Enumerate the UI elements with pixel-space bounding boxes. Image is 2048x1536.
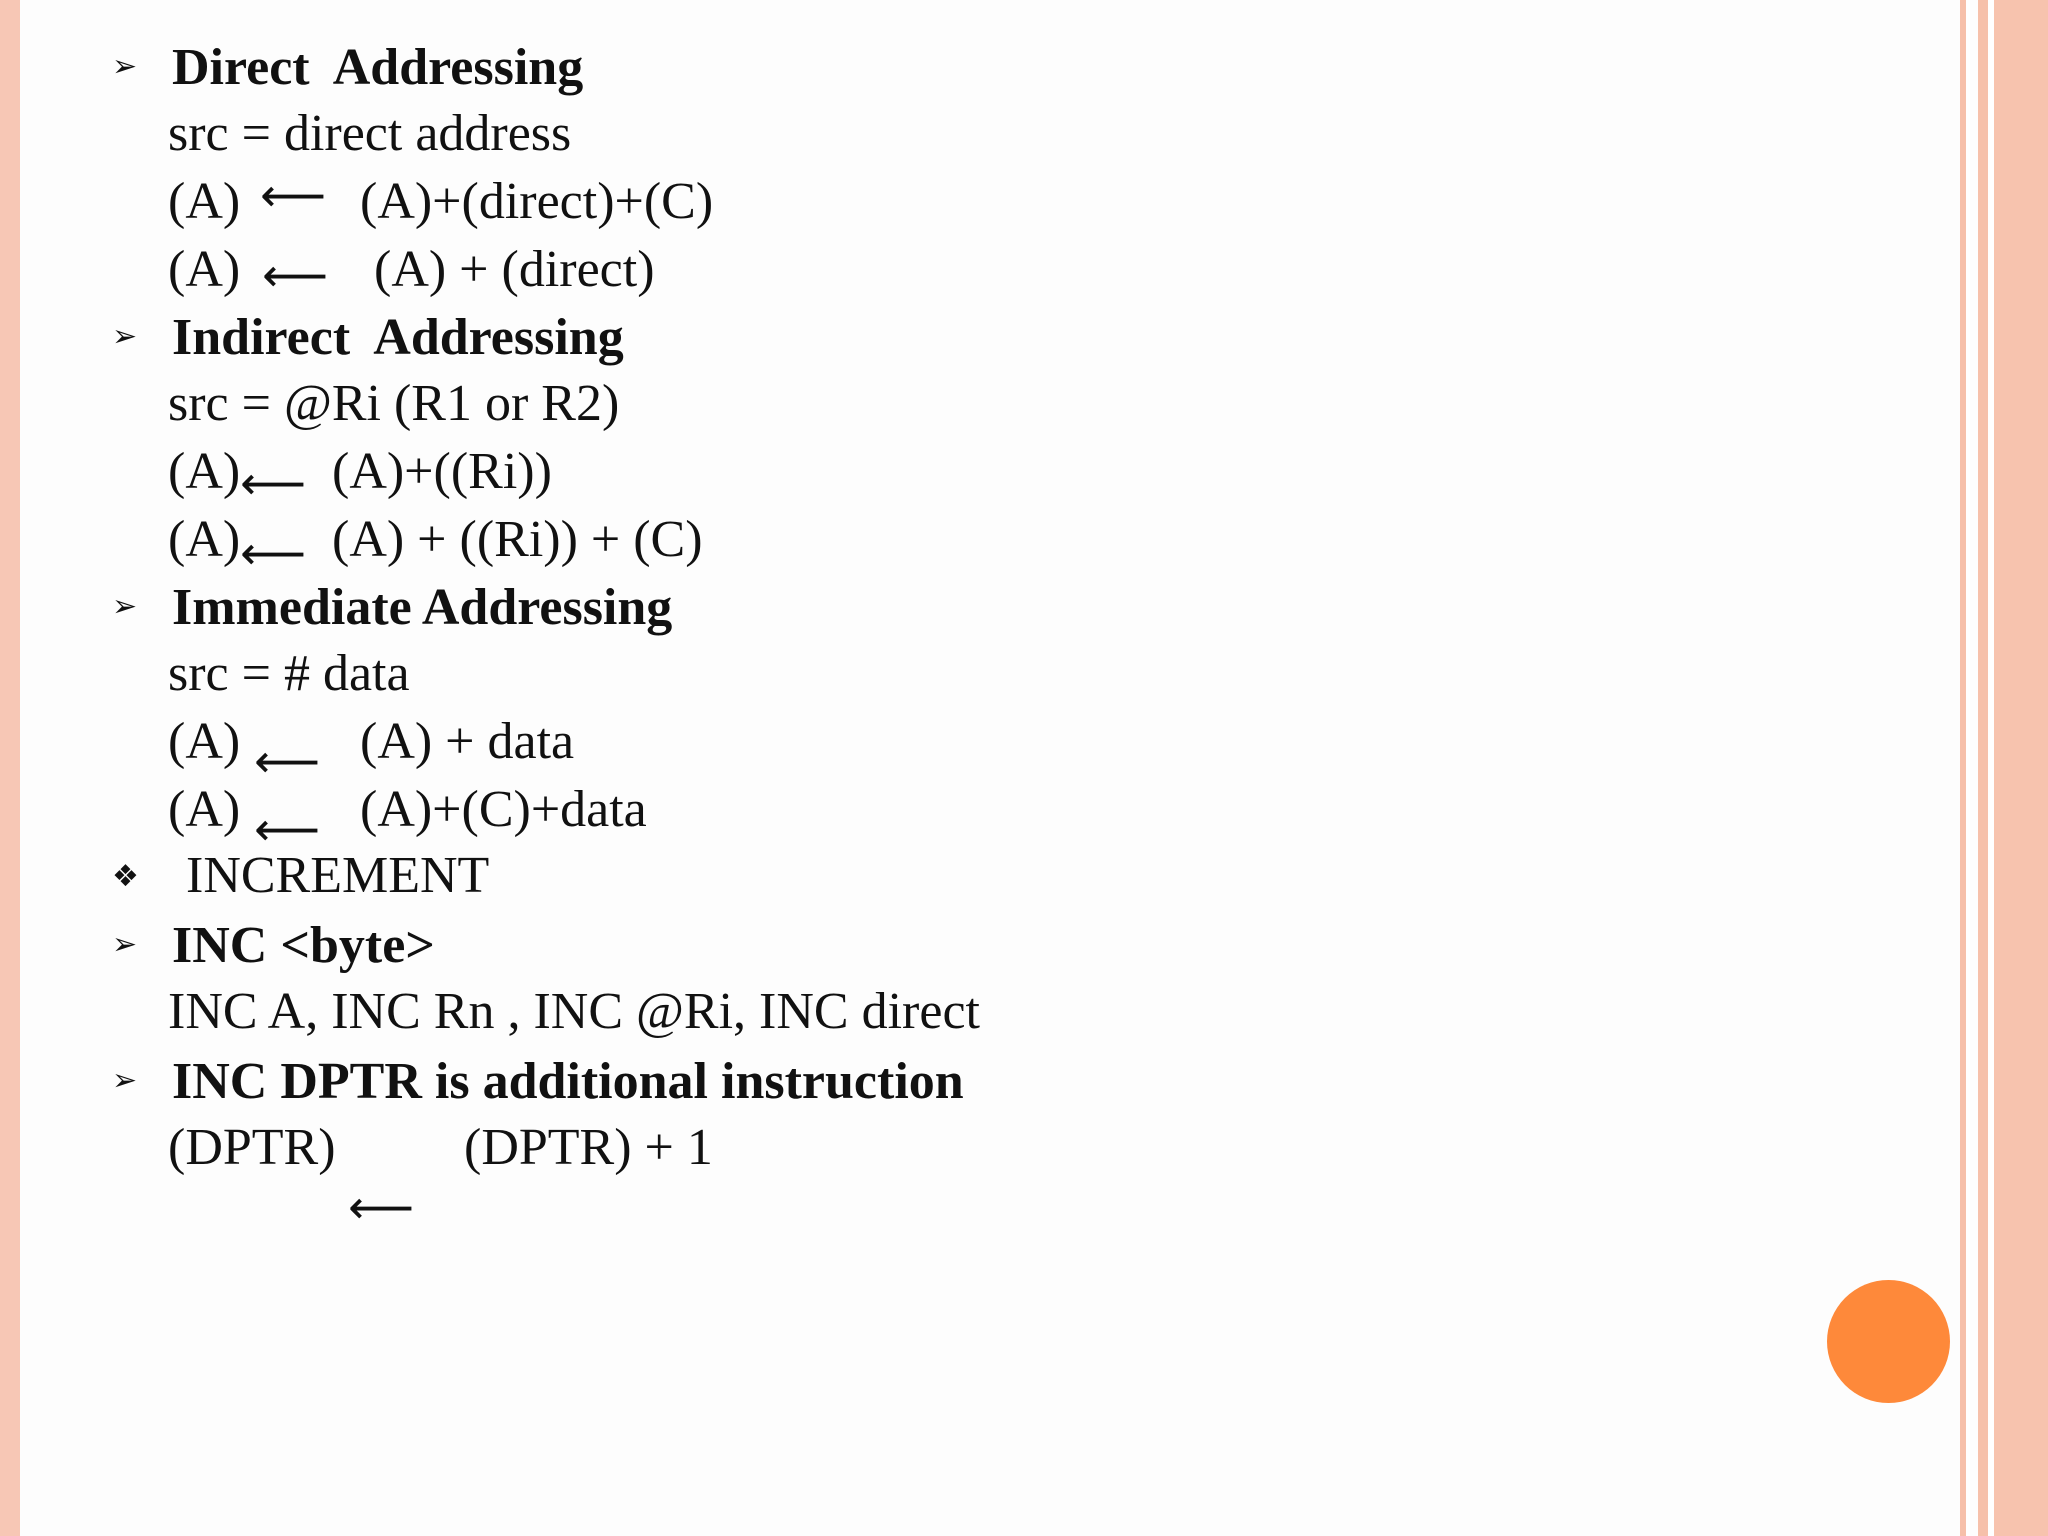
arrow-bullet-icon: ➢ bbox=[112, 589, 138, 624]
left-arrow-icon: ⟵ bbox=[262, 248, 328, 302]
indirect-eq1-rhs: (A)+((Ri)) bbox=[332, 443, 552, 500]
heading-immediate-addressing: Immediate Addressing bbox=[172, 579, 673, 636]
arrow-bullet-icon: ➢ bbox=[112, 1063, 138, 1098]
heading-inc-byte: INC <byte> bbox=[172, 917, 435, 974]
indirect-eq2-rhs: (A) + ((Ri)) + (C) bbox=[332, 511, 703, 568]
left-arrow-icon: ⟵ bbox=[254, 734, 320, 788]
direct-eq1-rhs: (A)+(direct)+(C) bbox=[360, 173, 714, 230]
direct-eq2-lhs: (A) bbox=[168, 241, 241, 298]
indirect-eq2-lhs: (A) bbox=[168, 511, 241, 568]
heading-inc-dptr: INC DPTR is additional instruction bbox=[172, 1053, 964, 1110]
heading-direct-addressing: Direct Addressing bbox=[172, 39, 584, 96]
right-border-decoration bbox=[1960, 0, 2048, 1536]
diamond-bullet-icon: ❖ bbox=[112, 859, 139, 894]
immediate-eq2-lhs: (A) bbox=[168, 781, 241, 838]
heading-indirect-addressing: Indirect Addressing bbox=[172, 309, 624, 366]
arrow-bullet-icon: ➢ bbox=[112, 49, 138, 84]
arrow-bullet-icon: ➢ bbox=[112, 927, 138, 962]
direct-eq2-rhs: (A) + (direct) bbox=[374, 241, 655, 298]
left-arrow-icon: ⟵ bbox=[260, 168, 326, 222]
inc-dptr-rhs: (DPTR) + 1 bbox=[464, 1119, 713, 1176]
indirect-eq1-lhs: (A) bbox=[168, 443, 241, 500]
left-arrow-icon: ⟵ bbox=[348, 1180, 414, 1234]
indirect-src-line: src = @Ri (R1 or R2) bbox=[168, 375, 620, 432]
left-arrow-icon: ⟵ bbox=[240, 456, 306, 510]
direct-src-line: src = direct address bbox=[168, 105, 572, 162]
arrow-bullet-icon: ➢ bbox=[112, 319, 138, 354]
inc-byte-forms: INC A, INC Rn , INC @Ri, INC direct bbox=[168, 983, 980, 1040]
left-arrow-icon: ⟵ bbox=[240, 526, 306, 580]
increment-title: INCREMENT bbox=[186, 847, 490, 904]
immediate-eq1-lhs: (A) bbox=[168, 713, 241, 770]
immediate-eq2-rhs: (A)+(C)+data bbox=[360, 781, 647, 838]
left-arrow-icon: ⟵ bbox=[254, 802, 320, 856]
inc-dptr-lhs: (DPTR) bbox=[168, 1119, 336, 1176]
direct-eq1-lhs: (A) bbox=[168, 173, 241, 230]
immediate-eq1-rhs: (A) + data bbox=[360, 713, 575, 770]
immediate-src-line: src = # data bbox=[168, 645, 410, 702]
